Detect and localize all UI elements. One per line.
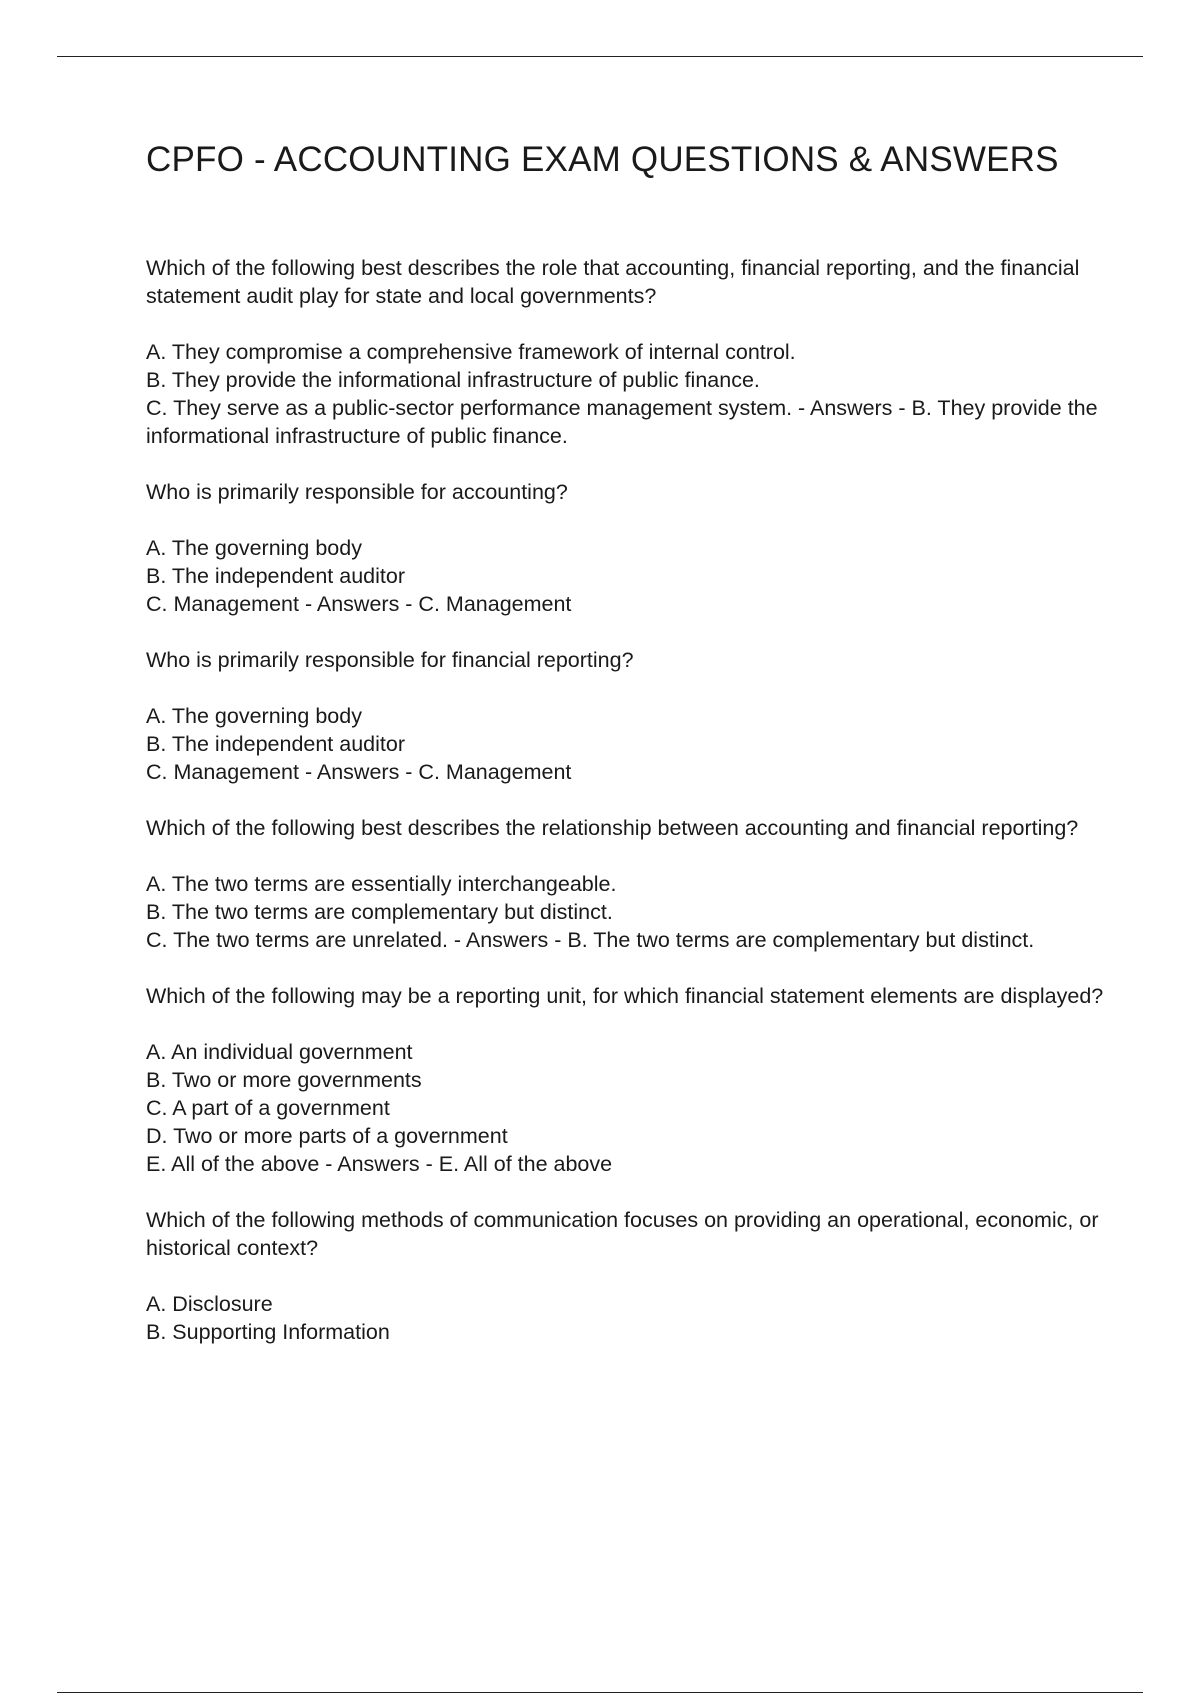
answer-options: A. The two terms are essentially interchangeable. B. The two terms are complementary but distinct. C. The two terms are unrelated. - Answers - B. The two terms are complementary but distinct.	[146, 872, 1035, 952]
question-block	[146, 1206, 1106, 1346]
question-block	[146, 646, 1106, 786]
top-rule	[57, 56, 1143, 57]
document-body	[146, 138, 1106, 1346]
question-text: Who is primarily responsible for financial reporting?	[146, 648, 634, 672]
question-block	[146, 254, 1106, 450]
question-text: Who is primarily responsible for accounting?	[146, 480, 568, 504]
answer-options: A. They compromise a comprehensive framework of internal control. B. They provide the informational infrastructure of public finance. C. They serve as a public-sector performance management system. - Answers - B. They provide the informational infrastructure of public finance.	[146, 340, 1098, 448]
document-title: CPFO - ACCOUNTING EXAM QUESTIONS & ANSWERS	[146, 140, 1059, 179]
question-text: Which of the following best describes the role that accounting, financial reporting, and the financial statement audit play for state and local governments?	[146, 256, 1080, 308]
question-text: Which of the following best describes the relationship between accounting and financial reporting?	[146, 816, 1079, 840]
answer-options: A. An individual government B. Two or more governments C. A part of a government D. Two or more parts of a government E. All of the above - Answers - E. All of the above	[146, 1040, 613, 1176]
answer-options: A. The governing body B. The independent auditor C. Management - Answers - C. Management	[146, 704, 572, 784]
answer-options: A. Disclosure B. Supporting Information	[146, 1292, 390, 1344]
answer-options: A. The governing body B. The independent auditor C. Management - Answers - C. Management	[146, 536, 572, 616]
question-block	[146, 814, 1106, 954]
question-text: Which of the following methods of communication focuses on providing an operational, economic, or historical context?	[146, 1208, 1099, 1260]
bottom-rule	[57, 1692, 1143, 1693]
question-block	[146, 478, 1106, 618]
question-text: Which of the following may be a reporting unit, for which financial statement elements are displayed?	[146, 984, 1104, 1008]
question-block	[146, 982, 1106, 1178]
